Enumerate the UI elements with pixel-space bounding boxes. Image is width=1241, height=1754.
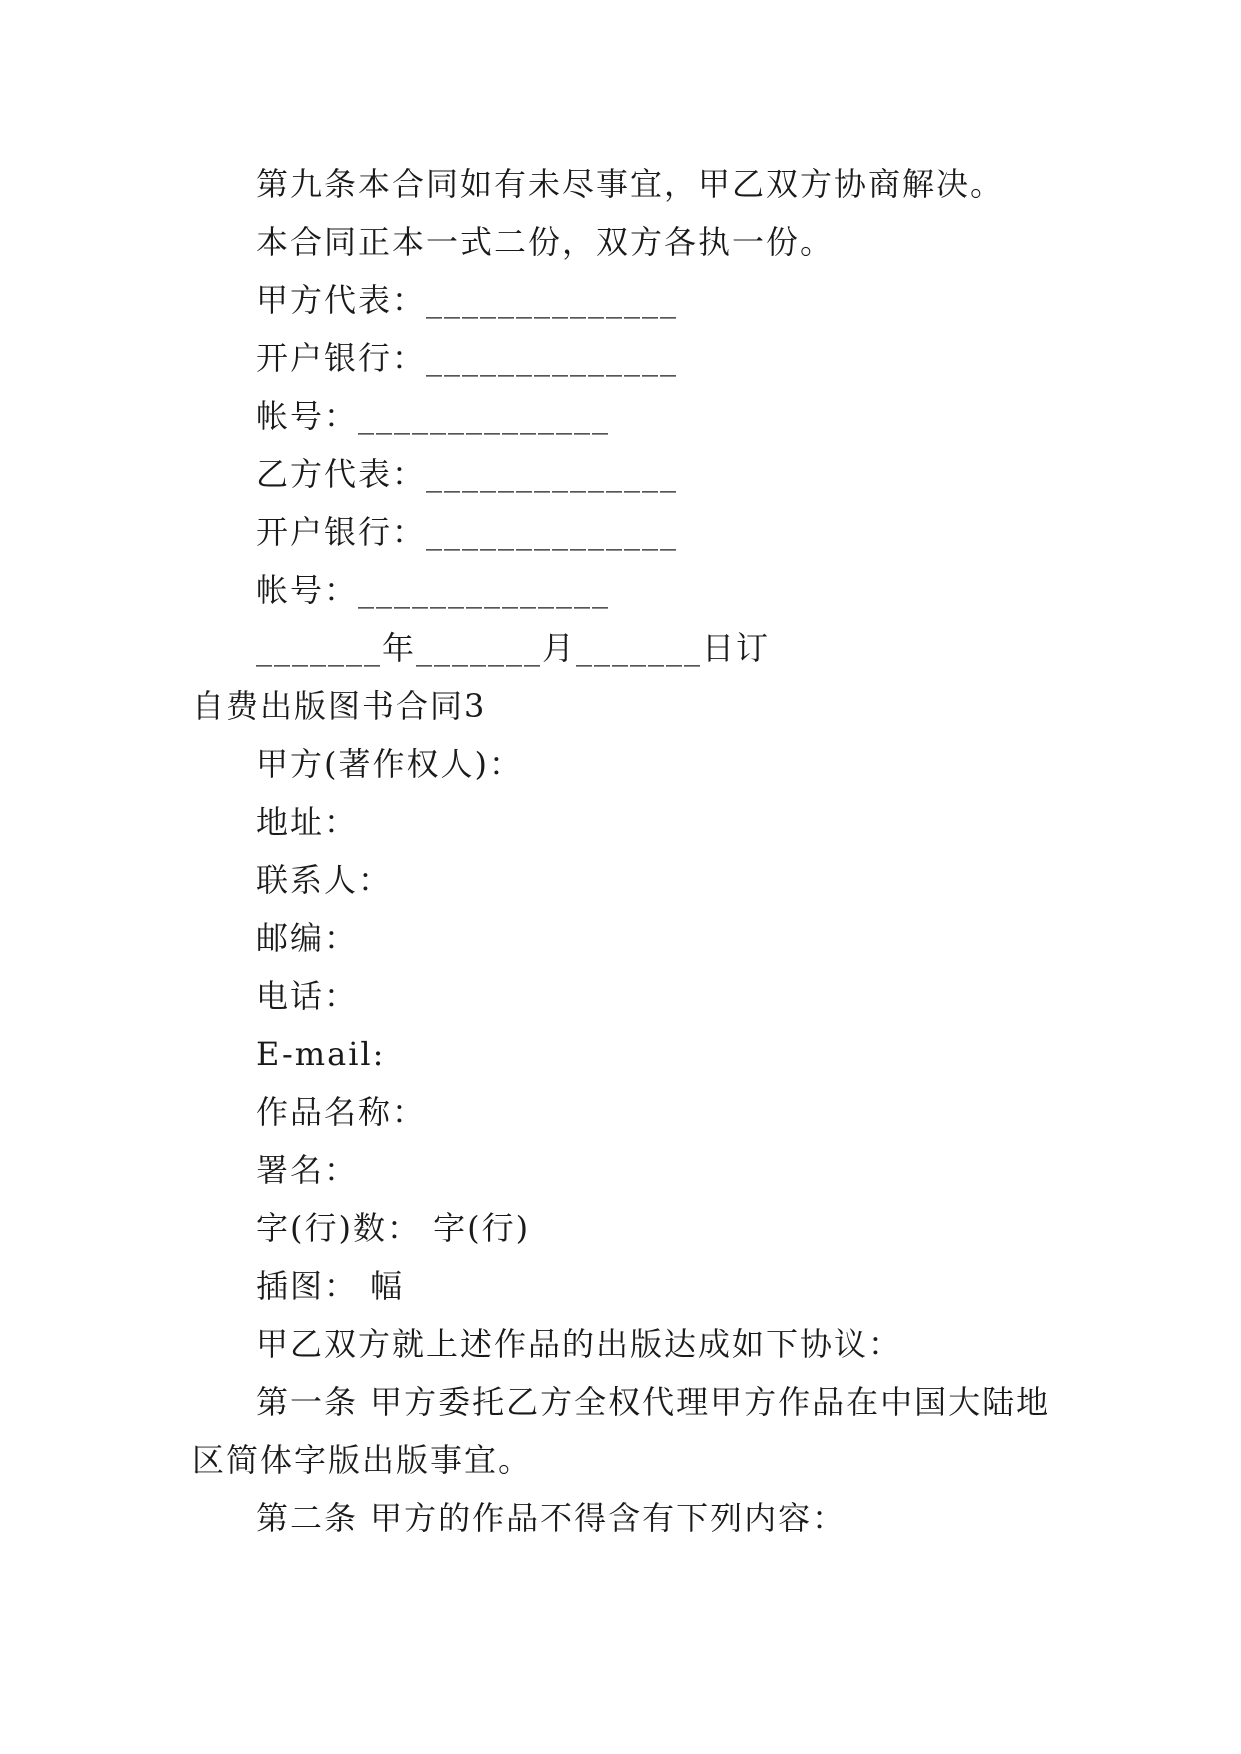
copies-note: 本合同正本一式二份，双方各执一份。 bbox=[256, 223, 835, 261]
party-a-author: 甲方(著作权人)： bbox=[256, 745, 523, 783]
word-count-field: 字(行)数： 字(行) bbox=[256, 1209, 531, 1247]
clause-1-line-1: 第一条 甲方委托乙方全权代理甲方作品在中国大陆地 bbox=[256, 1383, 1051, 1421]
clause-9: 第九条本合同如有未尽事宜，甲乙双方协商解决。 bbox=[256, 165, 1005, 203]
contract-title: 自费出版图书合同3 bbox=[192, 687, 487, 725]
work-title-field: 作品名称： bbox=[256, 1093, 427, 1131]
agreement-intro: 甲乙双方就上述作品的出版达成如下协议： bbox=[256, 1325, 903, 1363]
byline-field: 署名： bbox=[256, 1151, 359, 1189]
illustrations-field: 插图： 幅 bbox=[256, 1267, 405, 1305]
contact-field: 联系人： bbox=[256, 861, 393, 899]
signing-date: _______年_______月_______日订 bbox=[256, 629, 771, 667]
email-field: E-mail: bbox=[256, 1035, 386, 1073]
party-a-bank: 开户银行：______________ bbox=[256, 339, 679, 377]
party-b-representative: 乙方代表：______________ bbox=[256, 455, 679, 493]
party-b-account: 帐号：______________ bbox=[256, 571, 611, 609]
clause-2: 第二条 甲方的作品不得含有下列内容： bbox=[256, 1499, 847, 1537]
party-b-bank: 开户银行：______________ bbox=[256, 513, 679, 551]
party-a-representative: 甲方代表：______________ bbox=[256, 281, 679, 319]
address-field: 地址： bbox=[256, 803, 359, 841]
party-a-account: 帐号：______________ bbox=[256, 397, 611, 435]
postcode-field: 邮编： bbox=[256, 919, 359, 957]
clause-1-line-2: 区简体字版出版事宜。 bbox=[192, 1441, 533, 1479]
phone-field: 电话： bbox=[256, 977, 359, 1015]
